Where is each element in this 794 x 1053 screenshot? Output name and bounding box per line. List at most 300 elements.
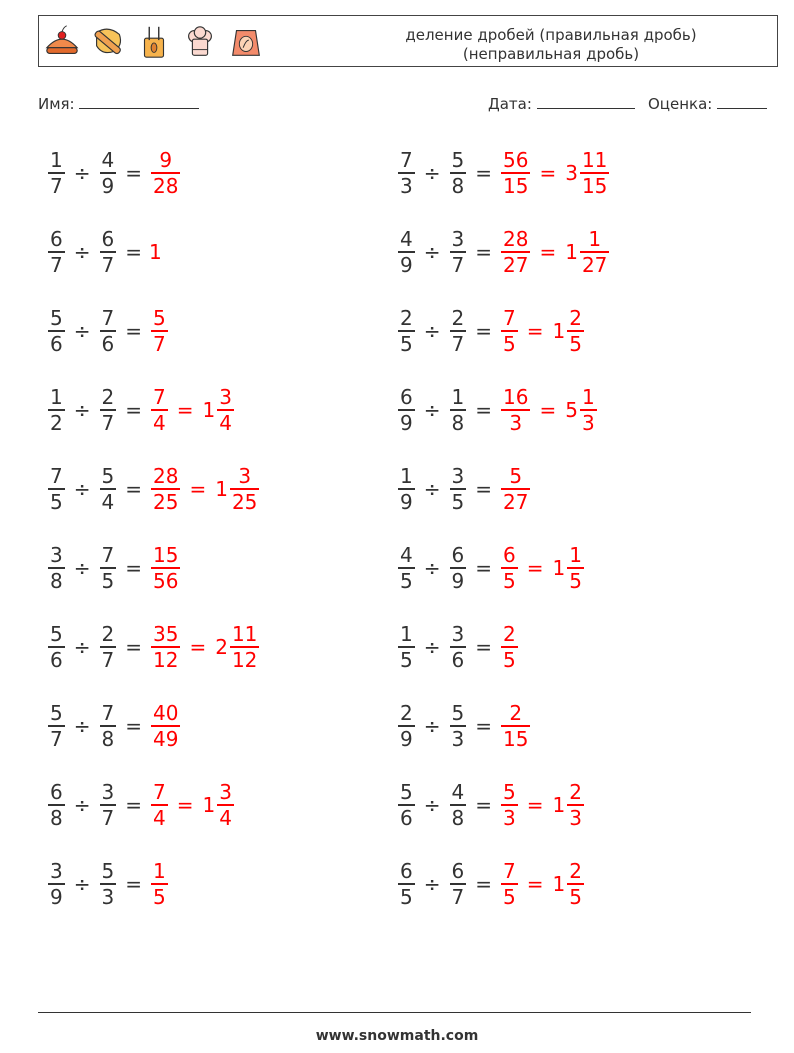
answer-whole-number: 1 [552,872,566,896]
dividend-fraction-numerator: 7 [50,464,63,489]
dividend-fraction [48,859,65,909]
title-line-1: деление дробей (правильная дробь) [405,26,697,44]
answer-fraction-denominator: 28 [153,173,179,198]
answer-mixed-fraction [230,622,259,672]
answer-mixed-fraction [230,464,259,514]
problem-row [46,380,236,440]
answer-whole-number: 2 [215,635,228,659]
answer-whole-number: 1 [202,398,216,422]
divide-sign: ÷ [423,635,441,659]
worksheet-header [38,15,778,67]
divisor-fraction-numerator: 3 [451,622,465,647]
name-blank[interactable] [79,94,199,109]
divisor-fraction-numerator: 6 [101,227,115,252]
dividend-fraction-numerator: 7 [400,148,413,173]
dividend-fraction-numerator: 1 [400,464,413,489]
dividend-fraction-denominator: 3 [400,173,413,198]
divisor-fraction-denominator: 9 [101,173,115,198]
dividend-fraction-denominator: 9 [400,726,413,751]
problem-row [46,538,182,598]
rolling-pin-icon [89,23,127,61]
answer-mixed-fraction [217,385,234,435]
answer-fraction [501,148,530,198]
problem-row [46,459,261,519]
equals-sign: = [125,161,142,185]
answer-fraction [151,464,180,514]
dividend-fraction-numerator: 3 [50,859,63,884]
equals-sign: = [475,714,492,738]
answer-fraction-numerator: 2 [509,701,523,726]
answer-mixed-fraction [217,780,234,830]
equals-sign: = [526,793,544,817]
dividend-fraction [48,385,65,435]
divisor-fraction-denominator: 7 [101,252,115,277]
dividend-fraction-numerator: 2 [400,306,413,331]
answer-fraction-denominator: 25 [153,489,179,514]
divisor-fraction-numerator: 7 [101,543,115,568]
answer-whole-number: 1 [565,240,578,264]
dividend-fraction-numerator: 5 [50,306,63,331]
answer-fraction [151,385,168,435]
utensils-jar-icon [135,23,173,61]
divisor-fraction [450,148,467,198]
equals-sign: = [475,556,492,580]
divisor-fraction-numerator: 5 [451,701,465,726]
name-label: Имя: [38,95,75,113]
answer-fraction-numerator: 7 [503,306,516,331]
answer-fraction-denominator: 5 [503,331,516,356]
problem-row [46,143,182,203]
equals-sign: = [189,635,207,659]
dividend-fraction-denominator: 8 [50,805,63,830]
answer-fraction-numerator: 15 [153,543,179,568]
divisor-fraction-denominator: 5 [101,568,115,593]
answer-whole-number: 3 [565,161,578,185]
answer-mixed-fraction [567,306,584,356]
answer-fraction-numerator: 7 [153,385,166,410]
divisor-fraction-denominator: 7 [101,647,115,672]
divide-sign: ÷ [423,398,441,422]
divisor-fraction [450,464,467,514]
equals-sign: = [539,161,557,185]
dividend-fraction-denominator: 5 [400,331,413,356]
divide-sign: ÷ [73,714,91,738]
answer-fraction-denominator: 49 [153,726,179,751]
answer-mixed-fraction-denominator: 5 [569,331,582,356]
dividend-fraction-denominator: 6 [50,331,63,356]
answer-mixed-fraction-numerator: 1 [588,227,602,252]
answer-mixed-fraction-numerator: 1 [581,385,595,410]
problem-row [396,854,586,914]
dividend-fraction-numerator: 1 [400,622,413,647]
answer-mixed-fraction-denominator: 5 [569,884,582,909]
divisor-fraction-numerator: 2 [451,306,465,331]
dividend-fraction-numerator: 2 [400,701,413,726]
problem-row [396,380,599,440]
divide-sign: ÷ [73,477,91,501]
answer-fraction-denominator: 7 [153,331,166,356]
divisor-fraction [100,227,117,277]
problem-row [46,775,236,835]
divisor-fraction-denominator: 8 [451,805,465,830]
answer-fraction-denominator: 3 [509,410,523,435]
header-icons [43,23,265,61]
answer-fraction [501,464,530,514]
equals-sign: = [176,398,194,422]
answer-fraction [501,780,518,830]
answer-mixed-fraction-numerator: 1 [569,543,582,568]
answer-fraction-numerator: 56 [503,148,529,173]
answer-fraction-numerator: 1 [153,859,166,884]
answer-fraction-numerator: 28 [153,464,179,489]
divide-sign: ÷ [73,556,91,580]
problem-row [396,301,586,361]
divisor-fraction [100,859,117,909]
answer-mixed-fraction-numerator: 3 [238,464,252,489]
answer-fraction-denominator: 5 [503,884,516,909]
answer-fraction [501,306,518,356]
equals-sign: = [125,872,142,896]
divide-sign: ÷ [423,319,441,343]
divisor-fraction-numerator: 5 [451,148,465,173]
answer-mixed-fraction [567,780,584,830]
answer-mixed-fraction [580,148,609,198]
answer-whole-number: 1 [552,793,566,817]
answer-mixed-fraction-denominator: 5 [569,568,582,593]
equals-sign: = [475,872,492,896]
answer-fraction-denominator: 5 [153,884,166,909]
answer-fraction [151,148,180,198]
answer-mixed-fraction [580,227,609,277]
divisor-fraction-denominator: 4 [101,489,115,514]
divisor-fraction-numerator: 3 [101,780,115,805]
date-blank[interactable] [537,94,635,109]
dividend-fraction [398,227,415,277]
answer-fraction-denominator: 4 [153,805,166,830]
answer-mixed-fraction [567,859,584,909]
dividend-fraction-denominator: 7 [50,173,63,198]
worksheet-title [361,26,741,64]
divide-sign: ÷ [423,477,441,501]
answer-fraction [151,859,168,909]
answer-whole-number: 5 [565,398,578,422]
dividend-fraction [48,306,65,356]
answer-whole-number: 1 [552,319,566,343]
equals-sign: = [125,240,142,264]
dividend-fraction [48,464,65,514]
problem-row [396,775,586,835]
equals-sign: = [125,398,142,422]
divisor-fraction-numerator: 4 [451,780,465,805]
answer-whole-number: 1 [149,240,162,264]
answer-fraction-denominator: 56 [153,568,179,593]
equals-sign: = [539,398,557,422]
dividend-fraction [48,227,65,277]
answer-fraction [151,306,168,356]
answer-fraction [501,543,518,593]
equals-sign: = [125,319,142,343]
answer-fraction-numerator: 5 [509,464,523,489]
pie-icon [43,23,81,61]
answer-fraction-numerator: 7 [153,780,166,805]
equals-sign: = [189,477,207,501]
divide-sign: ÷ [73,793,91,817]
equals-sign: = [125,556,142,580]
footer-url: www.snowmath.com [315,1028,479,1044]
dividend-fraction-denominator: 8 [50,568,63,593]
divisor-fraction-numerator: 5 [101,859,115,884]
dividend-fraction-denominator: 6 [50,647,63,672]
divisor-fraction [100,543,117,593]
problem-row [396,222,611,282]
answer-whole-number: 1 [202,793,216,817]
dividend-fraction [398,148,415,198]
answer-fraction [501,701,530,751]
equals-sign: = [526,319,544,343]
dividend-fraction-numerator: 6 [50,227,63,252]
answer-fraction-denominator: 5 [503,568,516,593]
answer-mixed-fraction-denominator: 4 [219,410,232,435]
divisor-fraction [450,701,467,751]
divisor-fraction-numerator: 3 [451,464,465,489]
divisor-fraction-denominator: 7 [451,331,465,356]
problem-row [46,696,182,756]
divisor-fraction-denominator: 8 [451,173,465,198]
name-field[interactable] [38,94,199,113]
dividend-fraction-numerator: 5 [400,780,413,805]
divisor-fraction-denominator: 7 [101,805,115,830]
dividend-fraction-numerator: 5 [50,622,63,647]
equals-sign: = [125,793,142,817]
divisor-fraction-numerator: 7 [101,701,115,726]
answer-fraction-denominator: 15 [503,173,529,198]
dividend-fraction [398,859,415,909]
answer-fraction [151,543,180,593]
equals-sign: = [475,793,492,817]
dividend-fraction [48,780,65,830]
divisor-fraction-denominator: 6 [101,331,115,356]
dividend-fraction-numerator: 3 [50,543,63,568]
dividend-fraction-denominator: 6 [400,805,413,830]
dividend-fraction [398,622,415,672]
divisor-fraction [100,780,117,830]
answer-fraction-numerator: 5 [503,780,516,805]
divide-sign: ÷ [73,319,91,343]
equals-sign: = [475,319,492,343]
answer-fraction-numerator: 6 [503,543,516,568]
dividend-fraction-denominator: 5 [400,647,413,672]
divisor-fraction-numerator: 6 [451,543,465,568]
grade-field[interactable] [648,94,767,113]
dividend-fraction [48,701,65,751]
dividend-fraction-numerator: 6 [400,859,413,884]
divisor-fraction [450,385,467,435]
answer-fraction-numerator: 28 [503,227,529,252]
answer-fraction-denominator: 27 [503,489,529,514]
answer-fraction-denominator: 4 [153,410,166,435]
divisor-fraction [450,543,467,593]
divide-sign: ÷ [73,161,91,185]
answer-mixed-fraction-numerator: 11 [581,148,608,173]
divisor-fraction-denominator: 9 [451,568,465,593]
answer-fraction-numerator: 9 [159,148,173,173]
answer-fraction [501,227,530,277]
answer-fraction-numerator: 5 [153,306,166,331]
problem-row [46,222,162,282]
divisor-fraction-denominator: 6 [451,647,465,672]
dividend-fraction [48,622,65,672]
grade-blank[interactable] [717,94,767,109]
divisor-fraction [100,385,117,435]
equals-sign: = [539,240,557,264]
answer-mixed-fraction-denominator: 15 [581,173,608,198]
divisor-fraction [450,780,467,830]
equals-sign: = [125,477,142,501]
dividend-fraction-numerator: 1 [50,148,63,173]
equals-sign: = [475,240,492,264]
answer-whole-number: 1 [552,556,566,580]
answer-fraction [501,859,518,909]
equals-sign: = [526,556,544,580]
answer-fraction-numerator: 7 [503,859,516,884]
divisor-fraction-numerator: 7 [101,306,115,331]
divide-sign: ÷ [423,793,441,817]
dividend-fraction [48,543,65,593]
footer-divider [38,1012,751,1013]
divisor-fraction-numerator: 3 [451,227,465,252]
equals-sign: = [176,793,194,817]
divisor-fraction-denominator: 8 [451,410,465,435]
divisor-fraction [100,464,117,514]
divisor-fraction [100,148,117,198]
divisor-fraction-denominator: 3 [101,884,115,909]
divisor-fraction-numerator: 1 [451,385,465,410]
chef-hat-icon [181,23,219,61]
divide-sign: ÷ [423,556,441,580]
divisor-fraction-denominator: 7 [451,884,465,909]
equals-sign: = [125,635,142,659]
answer-mixed-fraction-numerator: 3 [219,385,232,410]
answer-mixed-fraction-denominator: 25 [231,489,258,514]
divide-sign: ÷ [423,714,441,738]
problem-row [46,854,170,914]
equals-sign: = [475,398,492,422]
dividend-fraction [398,543,415,593]
divisor-fraction [100,306,117,356]
divide-sign: ÷ [73,872,91,896]
divisor-fraction [100,701,117,751]
answer-fraction-numerator: 16 [503,385,529,410]
dividend-fraction-numerator: 4 [400,227,413,252]
answer-fraction [501,622,518,672]
answer-mixed-fraction-numerator: 2 [569,859,582,884]
dividend-fraction-denominator: 2 [50,410,63,435]
answer-mixed-fraction-denominator: 3 [581,410,595,435]
divisor-fraction-denominator: 7 [451,252,465,277]
date-label: Дата: [488,95,532,113]
divide-sign: ÷ [423,872,441,896]
problem-row [46,301,170,361]
dividend-fraction-numerator: 6 [50,780,63,805]
dividend-fraction [398,306,415,356]
answer-whole-number: 1 [215,477,228,501]
answer-mixed-fraction-denominator: 4 [219,805,232,830]
answer-mixed-fraction [567,543,584,593]
dividend-fraction [398,464,415,514]
answer-fraction [151,780,168,830]
dividend-fraction-numerator: 1 [50,385,63,410]
divisor-fraction-denominator: 8 [101,726,115,751]
dividend-fraction-denominator: 9 [400,252,413,277]
dividend-fraction-denominator: 7 [50,726,63,751]
answer-mixed-fraction-numerator: 2 [569,306,582,331]
dividend-fraction-numerator: 6 [400,385,413,410]
equals-sign: = [526,872,544,896]
answer-mixed-fraction-numerator: 2 [569,780,582,805]
divisor-fraction [450,227,467,277]
equals-sign: = [475,477,492,501]
date-field[interactable] [488,94,635,113]
title-line-2: (неправильная дробь) [462,45,640,63]
answer-fraction-numerator: 2 [503,622,516,647]
dividend-fraction [398,780,415,830]
divisor-fraction [450,859,467,909]
answer-mixed-fraction-numerator: 11 [231,622,258,647]
divisor-fraction [100,622,117,672]
answer-fraction-numerator: 35 [153,622,179,647]
divisor-fraction-numerator: 6 [451,859,465,884]
dividend-fraction-denominator: 9 [50,884,63,909]
divisor-fraction-numerator: 4 [101,148,115,173]
answer-fraction-denominator: 5 [503,647,516,672]
answer-fraction [501,385,530,435]
dividend-fraction-denominator: 5 [50,489,63,514]
divisor-fraction-denominator: 3 [451,726,465,751]
grade-label: Оценка: [648,95,713,113]
equals-sign: = [475,161,492,185]
answer-fraction-denominator: 12 [153,647,179,672]
dividend-fraction-numerator: 4 [400,543,413,568]
divisor-fraction-numerator: 5 [101,464,115,489]
divisor-fraction [450,306,467,356]
divisor-fraction-numerator: 2 [101,385,115,410]
answer-mixed-fraction [580,385,597,435]
dividend-fraction-denominator: 5 [400,568,413,593]
equals-sign: = [125,714,142,738]
divide-sign: ÷ [73,240,91,264]
problem-row [396,696,532,756]
problem-row [396,459,532,519]
problem-row [396,143,611,203]
answer-fraction [151,622,180,672]
answer-mixed-fraction-numerator: 3 [219,780,232,805]
dividend-fraction-denominator: 7 [50,252,63,277]
answer-fraction [151,701,180,751]
dividend-fraction [398,385,415,435]
answer-mixed-fraction-denominator: 27 [581,252,608,277]
answer-fraction-denominator: 15 [503,726,529,751]
dividend-fraction-denominator: 9 [400,489,413,514]
divide-sign: ÷ [73,398,91,422]
answer-fraction-denominator: 27 [503,252,529,277]
dividend-fraction [48,148,65,198]
problem-row [396,617,520,677]
divisor-fraction-numerator: 2 [101,622,115,647]
dividend-fraction [398,701,415,751]
equals-sign: = [475,635,492,659]
divisor-fraction-denominator: 5 [451,489,465,514]
dividend-fraction-numerator: 5 [50,701,63,726]
